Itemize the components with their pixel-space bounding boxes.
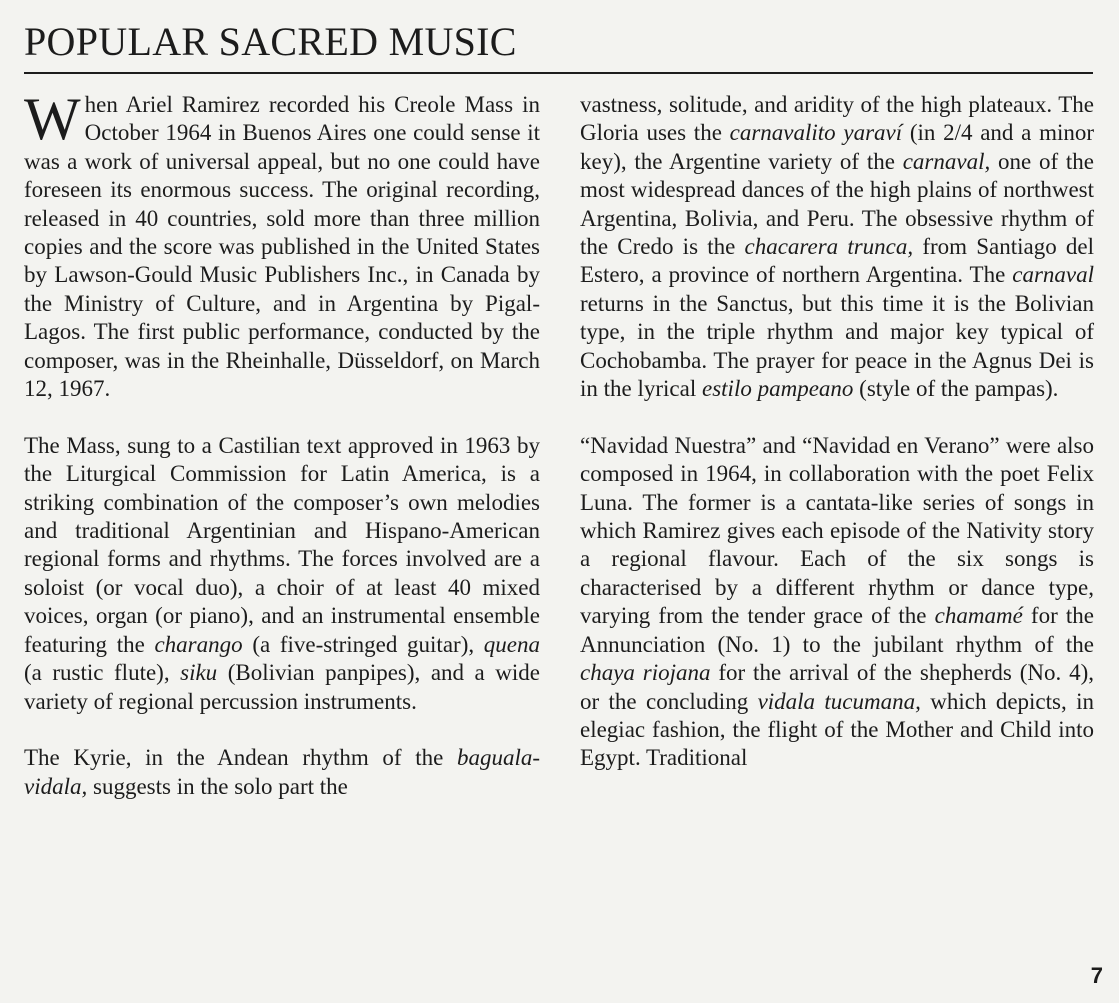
drop-cap: W — [24, 86, 81, 152]
italic-term: carnavalito yaraví — [729, 120, 903, 146]
right-column — [580, 91, 1094, 773]
text-run: for the Annunciation (No. 1) to the jubilant rhythm of the — [580, 603, 1095, 657]
text-run: “Navidad Nuestra” and “Navidad en Verano” were also composed in 1964, in collaboration with the poet Felix Luna. The former is a cantata-like series of songs in which Ramirez gives each episode of the Nativity story a regional flavour. Each of the six songs is characterised by a different rhythm or dance type, varying from the tender grace of the — [580, 432, 1094, 629]
text-run: suggests in the solo part the — [87, 773, 348, 799]
text-run: (in 2/4 and a minor key), the Argentine variety of the — [580, 120, 1095, 174]
text-run: The Mass, sung to a Castilian text approved in 1963 by the Liturgical Commission for Latin America, is a striking combination of the composer’s own melodies and traditional Argentinian and Hispano-American regional forms and rhythms. The forces involved are a soloist (or vocal duo), a choir of at least 40 mixed voices, organ (or piano), and an instrumental ensemble featuring the — [24, 432, 540, 657]
italic-term: chamamé — [934, 603, 1023, 629]
text-run: returns in the Sanctus, but this time it is the Bolivian type, in the triple rhythm and major key typical of Cochobamba. The prayer for peace in the Agnus Dei is in the lyrical — [580, 290, 1094, 402]
page-title: POPULAR SACRED MUSIC — [24, 19, 517, 64]
paragraph-mass-description — [24, 432, 540, 716]
text-run: one of the most widespread dances of the high plains of northwest Argentina, Bolivia, and Peru. The obsessive rhythm of the Credo is the — [580, 148, 1094, 260]
text-run: vastness, solitude, and aridity of the high plateaux. The Gloria uses the — [580, 92, 1094, 146]
text-run: (a five-stringed guitar), — [242, 631, 484, 657]
text-run: which depicts, in elegiac fashion, the flight of the Mother and Child into Egypt. Traditional — [580, 688, 1094, 771]
title-rule — [24, 72, 1093, 74]
paragraph-gloria-credo — [580, 91, 1094, 403]
text-run: (a rustic flute), — [24, 660, 181, 686]
paragraph-kyrie — [24, 744, 540, 801]
text-run: from Santiago del Estero, a province of northern Argentina. The — [580, 234, 1094, 288]
text-run: (style of the pampas). — [853, 376, 1059, 402]
paragraph-navidad — [580, 432, 1094, 773]
page-number: 7 — [1090, 963, 1103, 988]
text-run: (Bolivian panpipes), and a wide variety of regional percussion instruments. — [24, 660, 541, 714]
italic-term: charango — [154, 631, 243, 657]
text-run: for the arrival of the shepherds (No. 4), or the concluding — [580, 660, 1094, 714]
italic-term: estilo pampeano — [702, 376, 854, 402]
italic-term: carnaval, — [902, 148, 991, 174]
paragraph-recording-history — [24, 86, 540, 403]
italic-term: baguala-vidala, — [24, 745, 540, 799]
italic-term: vidala tucumana, — [757, 688, 921, 714]
italic-term: siku — [180, 660, 218, 686]
left-column — [24, 86, 541, 801]
italic-term: chaya riojana — [580, 660, 711, 686]
text-run: The Kyrie, in the Andean rhythm of the — [24, 745, 457, 771]
italic-term: quena — [483, 631, 540, 657]
italic-term: chacarera trunca, — [744, 234, 914, 260]
paragraph-text: hen Ariel Ramirez recorded his Creole Mass in October 1964 in Buenos Aires one could sense it was a work of universal appeal, but no one could have foreseen its enormous success. The original recording, released in 40 countries, sold more than three million copies and the score was published in the United States by Lawson-Gould Music Publishers Inc., in Canada by the Ministry of Culture, and in Argentina by Pigal-Lagos. The first public performance, conducted by the composer, was in the Rheinhalle, Düsseldorf, on March 12, 1967. — [24, 92, 540, 402]
italic-term: carnaval — [1012, 262, 1094, 288]
